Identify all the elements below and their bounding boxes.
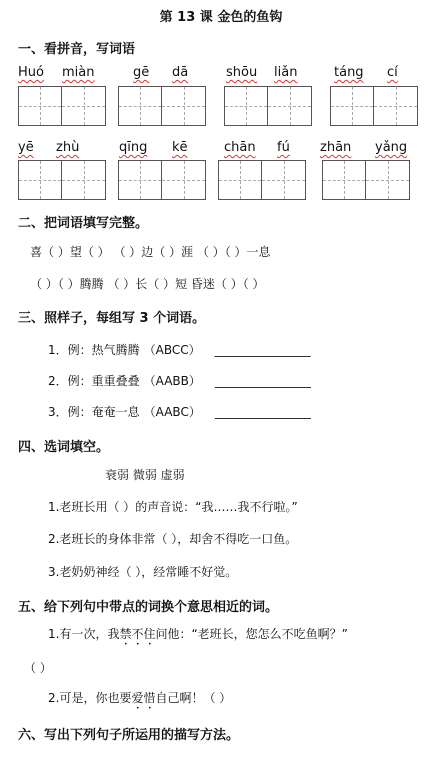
grid-cell[interactable]	[330, 86, 374, 126]
writing-grid[interactable]	[118, 160, 206, 200]
section-1-heading: 一、看拼音，写词语	[18, 42, 136, 57]
writing-grid[interactable]	[322, 160, 410, 200]
dotted-word: 禁不住	[119, 627, 156, 641]
example-number: 3．	[48, 405, 68, 419]
section-2-heading: 二、把词语填写完整。	[18, 216, 149, 231]
dotted-word: 爱惜	[131, 691, 156, 705]
example-row-2	[48, 372, 311, 389]
page-title: 第 13 课 金色的鱼钩	[159, 10, 283, 25]
section-5-heading: 五、给下列句中带点的词换个意思相近的词。	[18, 600, 279, 615]
synonym-question-1	[48, 625, 348, 648]
pinyin: fú	[277, 140, 290, 155]
section-4-heading: 四、选词填空。	[18, 440, 110, 455]
fill-words-line-1: 喜（ ）望（ ） （ ）边（ ）涯 （ ）（ ）一息	[30, 245, 271, 259]
grid-cell[interactable]	[62, 86, 106, 126]
sentence-text: 1.有一次，我	[48, 627, 120, 641]
grid-cell[interactable]	[268, 86, 312, 126]
synonym-answer-blank-1[interactable]: （ ）	[24, 661, 52, 675]
example-pattern: （AABC）	[143, 405, 201, 419]
pinyin: shōu	[226, 65, 258, 80]
grid-cell[interactable]	[118, 86, 162, 126]
word-choices: 衰弱 微弱 虚弱	[105, 468, 185, 482]
example-pattern: （ABCC）	[143, 343, 201, 357]
pinyin: Huó	[18, 65, 44, 80]
pinyin: miàn	[62, 65, 95, 80]
fill-words-line-2: （ ）（ ）腾腾 （ ）长（ ）短 昏迷（ ）（ ）	[30, 277, 265, 291]
pinyin: zhù	[56, 140, 80, 155]
pinyin: dā	[172, 65, 189, 80]
example-row-1	[48, 341, 311, 358]
answer-blank[interactable]: ________________	[214, 343, 311, 357]
answer-blank[interactable]: ________________	[214, 374, 311, 388]
pinyin: qīng	[119, 140, 148, 155]
pinyin: yǎng	[375, 140, 408, 155]
fill-sentence-2: 2.老班长的身体非常（ ），却舍不得吃一口鱼。	[48, 532, 298, 546]
sentence-text: 自己啊！（ ）	[155, 691, 232, 705]
grid-cell[interactable]	[322, 160, 366, 200]
example-word: 重重叠叠	[91, 374, 140, 388]
grid-cell[interactable]	[218, 160, 262, 200]
fill-sentence-1: 1.老班长用（ ）的声音说：“我……我不行啦。”	[48, 500, 298, 514]
writing-grid[interactable]	[18, 86, 106, 126]
writing-grid[interactable]	[118, 86, 206, 126]
example-number: 2．	[48, 374, 68, 388]
pinyin: zhān	[320, 140, 352, 155]
writing-grid[interactable]	[218, 160, 306, 200]
grid-cell[interactable]	[374, 86, 418, 126]
example-row-3	[48, 403, 311, 420]
example-label: 例：	[67, 405, 92, 419]
sentence-text: 2.可是，你也要	[48, 691, 132, 705]
grid-cell[interactable]	[366, 160, 410, 200]
grid-cell[interactable]	[18, 160, 62, 200]
section-6-heading: 六、写出下列句子所运用的描写方法。	[18, 728, 240, 743]
grid-cell[interactable]	[162, 86, 206, 126]
writing-grid[interactable]	[18, 160, 106, 200]
example-word: 奄奄一息	[91, 405, 140, 419]
pinyin: táng	[334, 65, 364, 80]
pinyin: liǎn	[274, 65, 298, 80]
writing-grid[interactable]	[330, 86, 418, 126]
grid-cell[interactable]	[262, 160, 306, 200]
example-number: 1．	[48, 343, 68, 357]
example-label: 例：	[67, 343, 92, 357]
grid-cell[interactable]	[224, 86, 268, 126]
writing-grid[interactable]	[224, 86, 312, 126]
grid-cell[interactable]	[62, 160, 106, 200]
pinyin: cí	[387, 65, 398, 80]
pinyin: kē	[172, 140, 188, 155]
example-word: 热气腾腾	[91, 343, 140, 357]
grid-cell[interactable]	[118, 160, 162, 200]
example-pattern: （AABB）	[143, 374, 201, 388]
grid-cell[interactable]	[162, 160, 206, 200]
answer-blank[interactable]: ________________	[214, 405, 311, 419]
grid-cell[interactable]	[18, 86, 62, 126]
section-3-heading: 三、照样子，每组写 3 个词语。	[18, 311, 206, 326]
fill-sentence-3: 3.老奶奶神经（ ），经常睡不好觉。	[48, 565, 238, 579]
synonym-question-2	[48, 689, 231, 712]
example-label: 例：	[67, 374, 92, 388]
pinyin: gē	[133, 65, 150, 80]
pinyin: yē	[18, 140, 34, 155]
sentence-text: 问他：“老班长，您怎么不吃鱼啊？”	[155, 627, 348, 641]
pinyin: chān	[224, 140, 256, 155]
